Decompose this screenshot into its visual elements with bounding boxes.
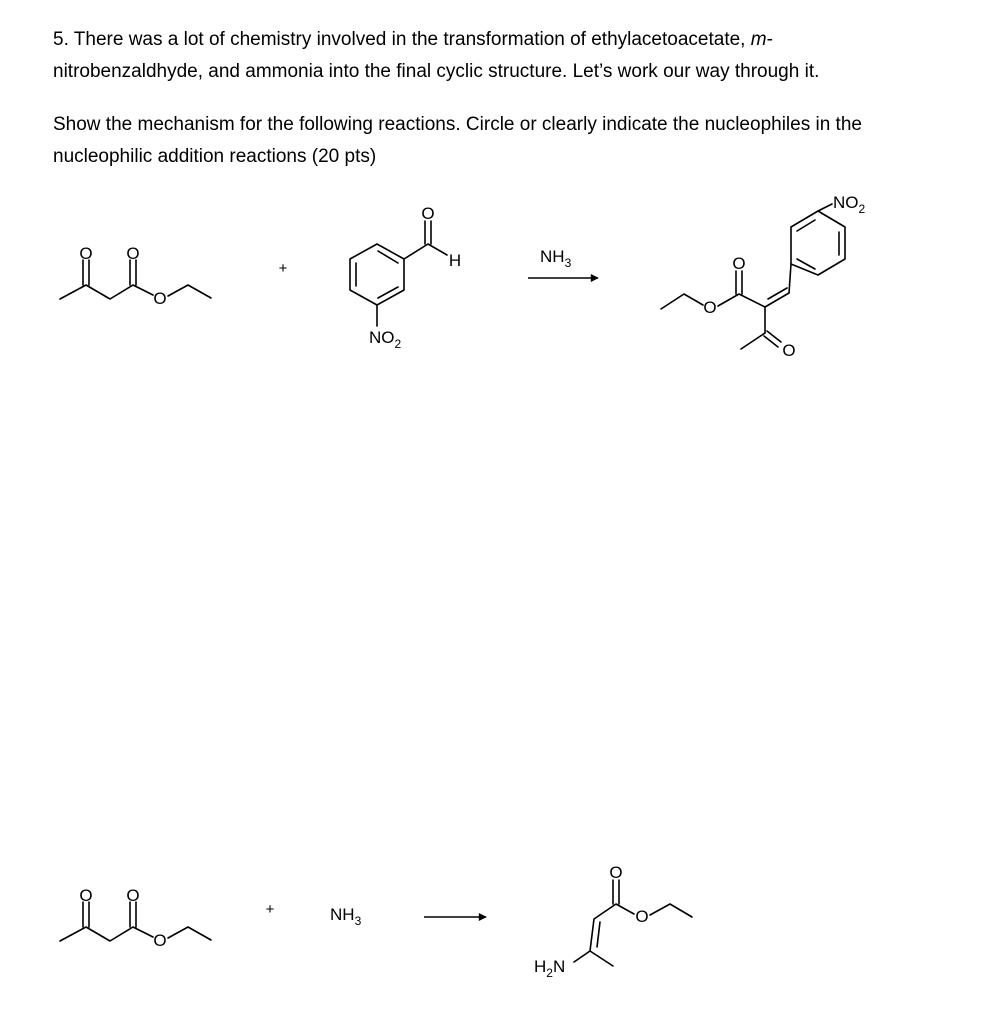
r2-prod-amine-bond [574, 951, 590, 962]
r1-ethyl-acetoacetate [60, 244, 211, 308]
r1-eaa-o2: O [126, 244, 140, 263]
r1-prod-acetyl-o: O [782, 341, 796, 360]
r1-reaction-arrow [528, 247, 598, 278]
r2-product [534, 863, 692, 980]
r1-reagent-nh3 [540, 247, 572, 270]
r1-aldehyde-chain [404, 244, 447, 259]
r1-aldehyde-o: O [421, 204, 435, 223]
question-line-1-suffix: - [766, 29, 773, 50]
r1-plus-sign: + [278, 260, 288, 277]
question-line-2: nitrobenzaldhyde, and ammonia into the final cyclic structure. Let’s work our way through it. [53, 61, 820, 82]
r2-prod-carbonyl-o: O [609, 863, 623, 882]
r1-no2-n: NO [369, 328, 395, 347]
r1-prod-benzene-ring [791, 211, 845, 275]
r1-ring-double-2 [378, 287, 398, 298]
r1-prod-ester-o: O [732, 254, 746, 273]
question-line-1-prefix: 5. There was a lot of chemistry involved in the transformation of ethylacetoacetate, [53, 29, 746, 50]
r2-prod-ethyl [650, 904, 692, 917]
r2-eaa-ethyl [168, 927, 211, 940]
r1-prod-to-ring [789, 264, 791, 293]
reaction-2 [60, 863, 692, 980]
r1-prod-no2-sub: 2 [858, 202, 866, 216]
question-line-3: Show the mechanism for the following reactions. Circle or clearly indicate the nucleophiles in the [53, 114, 862, 135]
r2-eaa-o3: O [153, 931, 167, 950]
r1-reagent-sub: 3 [564, 256, 572, 270]
r2-ammonia-sub: 3 [354, 914, 362, 928]
r1-ring-double-1 [378, 251, 398, 263]
r2-prod-ether-o: O [635, 907, 649, 926]
r2-prod-methyl [590, 951, 613, 966]
r1-prod-ester-chain [718, 293, 789, 307]
r1-prod-acetyl-methyl [741, 333, 765, 349]
r2-plus-sign: + [265, 901, 275, 918]
r2-eaa-o1: O [79, 886, 93, 905]
r1-prod-ethyl [661, 294, 703, 309]
r1-prod-alkene-inner [768, 288, 787, 299]
r2-ammonia [330, 905, 362, 928]
r2-prod-amine [534, 957, 565, 980]
r1-prod-no2-label [833, 193, 866, 216]
r1-prod-no2-n: NO [833, 193, 859, 212]
r1-benzene-ring [350, 244, 404, 305]
r1-eaa-chain [60, 285, 153, 299]
r1-aldehyde-h: H [448, 251, 462, 270]
r2-ammonia-nh: NH [330, 905, 355, 924]
reaction-1 [60, 193, 866, 360]
r1-eaa-o3: O [153, 289, 167, 308]
r1-reagent-nh: NH [540, 247, 565, 266]
r2-prod-amine-sub: 2 [546, 966, 553, 980]
r1-product [661, 193, 866, 360]
r1-prod-ether-o: O [703, 298, 717, 317]
r2-prod-alkene-inner [597, 922, 600, 947]
r2-prod-amine-h: H [534, 957, 547, 976]
question-line-4: nucleophilic addition reactions (20 pts) [53, 146, 377, 167]
r2-eaa-o2: O [126, 886, 140, 905]
r1-prod-nitro-bond [818, 204, 832, 211]
r1-eaa-ethyl [168, 285, 211, 298]
r1-no2-sub: 2 [394, 337, 402, 351]
r2-eaa-chain [60, 927, 153, 941]
r1-nitrobenzaldehyde [350, 204, 461, 351]
r1-eaa-o1: O [79, 244, 93, 263]
r2-ethyl-acetoacetate [60, 886, 211, 950]
r2-prod-amine-n: N [552, 957, 566, 976]
r1-no2-label [369, 328, 402, 351]
question-line-1-italic: m [750, 29, 767, 50]
